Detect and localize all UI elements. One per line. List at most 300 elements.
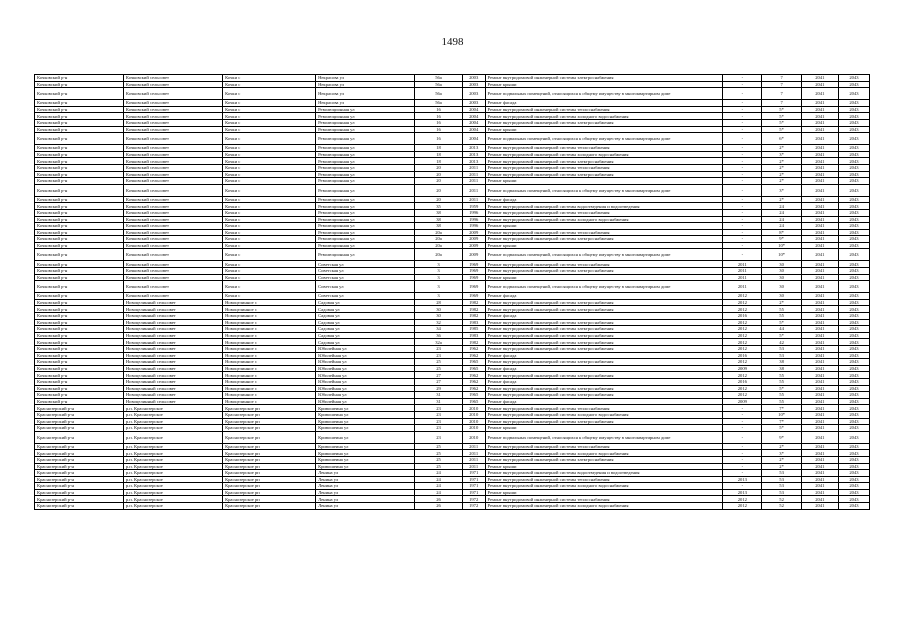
work-type-cell: Ремонт внутридомовой инженерной системы теплоснабжения: [485, 261, 723, 268]
plan-start-year-cell: 2041: [801, 274, 838, 281]
table-row: [35, 489, 870, 496]
settlement-cell: Новоцелинный сельсовет: [123, 398, 222, 405]
locality-cell: Кочки с: [223, 203, 316, 210]
work-type-cell: Ремонт внутридомовой инженерной системы электроснабжения: [485, 306, 723, 313]
wear-cell: 7: [762, 75, 801, 82]
plan-end-year-cell: 2043: [838, 365, 869, 372]
locality-cell: Краснозерское рп: [223, 450, 316, 457]
settlement-cell: Новоцелинный сельсовет: [123, 332, 222, 339]
plan-end-year-cell: 2043: [838, 483, 869, 490]
settlement-cell: Новоцелинный сельсовет: [123, 365, 222, 372]
work-type-cell: Ремонт крыши: [485, 223, 723, 230]
wear-cell: 2*: [762, 145, 801, 152]
wear-cell: 7*: [762, 405, 801, 412]
wear-cell: 7: [762, 100, 801, 107]
table-row: [35, 126, 870, 133]
street-cell: Юбилейная ул: [316, 365, 415, 372]
street-cell: Некрасова ул: [316, 100, 415, 107]
street-cell: Кривошеина ул: [316, 405, 415, 412]
work-type-cell: Ремонт внутридомовой инженерной системы теплоснабжения: [485, 229, 723, 236]
settlement-cell: Новоцелинный сельсовет: [123, 378, 222, 385]
work-type-cell: Ремонт крыши: [485, 425, 723, 432]
street-cell: Революционная ул: [316, 184, 415, 196]
house-number-cell: 26: [415, 496, 463, 503]
wear-cell: 10*: [762, 249, 801, 261]
plan-end-year-cell: 2043: [838, 392, 869, 399]
wear-cell: 7*: [762, 418, 801, 425]
street-cell: Революционная ул: [316, 242, 415, 249]
work-type-cell: Ремонт внутридомовой инженерной системы теплоснабжения: [485, 106, 723, 113]
district-cell: Кочковский р-н: [35, 164, 124, 171]
plan-end-year-cell: 2043: [838, 171, 869, 178]
street-cell: Революционная ул: [316, 178, 415, 185]
table-row: [35, 209, 870, 216]
wear-cell: 10*: [762, 411, 801, 418]
settlement-cell: Кочковский сельсовет: [123, 158, 222, 165]
last-repair-year-cell: 2011: [723, 261, 762, 268]
plan-end-year-cell: 2043: [838, 398, 869, 405]
house-number-cell: 20: [415, 196, 463, 203]
settlement-cell: Кочковский сельсовет: [123, 171, 222, 178]
build-year-cell: 2003: [462, 88, 485, 100]
settlement-cell: р.п. Краснозерское: [123, 476, 222, 483]
table-row: [35, 319, 870, 326]
settlement-cell: Новоцелинный сельсовет: [123, 319, 222, 326]
table-row: [35, 392, 870, 399]
settlement-cell: р.п. Краснозерское: [123, 450, 222, 457]
build-year-cell: 1965: [462, 365, 485, 372]
work-type-cell: Ремонт внутридомовой инженерной системы электроснабжения: [485, 372, 723, 379]
street-cell: Юбилейная ул: [316, 385, 415, 392]
plan-start-year-cell: 2041: [801, 470, 838, 477]
table-row: [35, 352, 870, 359]
build-year-cell: 2011: [462, 196, 485, 203]
locality-cell: Краснозерское рп: [223, 503, 316, 510]
wear-cell: 55: [762, 378, 801, 385]
wear-cell: 5*: [762, 119, 801, 126]
last-repair-year-cell: -: [723, 126, 762, 133]
wear-cell: 30: [762, 281, 801, 293]
build-year-cell: 2004: [462, 119, 485, 126]
house-number-cell: 24: [415, 489, 463, 496]
street-cell: Юбилейная ул: [316, 372, 415, 379]
plan-end-year-cell: 2043: [838, 216, 869, 223]
settlement-cell: р.п. Краснозерское: [123, 489, 222, 496]
settlement-cell: Кочковский сельсовет: [123, 293, 222, 300]
work-type-cell: Ремонт внутридомовой инженерной системы холодного водоснабжения: [485, 503, 723, 510]
wear-cell: 24: [762, 223, 801, 230]
work-type-cell: Ремонт фасада: [485, 293, 723, 300]
settlement-cell: Кочковский сельсовет: [123, 151, 222, 158]
house-number-cell: 25: [415, 450, 463, 457]
table-row: [35, 405, 870, 412]
table-row: [35, 365, 870, 372]
street-cell: Революционная ул: [316, 209, 415, 216]
house-number-cell: 23: [415, 405, 463, 412]
plan-end-year-cell: 2043: [838, 196, 869, 203]
district-cell: Кочковский р-н: [35, 299, 124, 306]
last-repair-year-cell: 2012: [723, 306, 762, 313]
settlement-cell: р.п. Краснозерское: [123, 443, 222, 450]
last-repair-year-cell: -: [723, 88, 762, 100]
last-repair-year-cell: -: [723, 113, 762, 120]
settlement-cell: Новоцелинный сельсовет: [123, 306, 222, 313]
district-cell: Кочковский р-н: [35, 385, 124, 392]
district-cell: Краснозерский р-н: [35, 470, 124, 477]
last-repair-year-cell: 2012: [723, 319, 762, 326]
house-number-cell: 32а: [415, 339, 463, 346]
table-row: [35, 418, 870, 425]
street-cell: Революционная ул: [316, 203, 415, 210]
street-cell: Садовая ул: [316, 306, 415, 313]
district-cell: Кочковский р-н: [35, 100, 124, 107]
locality-cell: Кочки с: [223, 164, 316, 171]
street-cell: Кривошеина ул: [316, 425, 415, 432]
last-repair-year-cell: -: [723, 106, 762, 113]
wear-cell: 2*: [762, 456, 801, 463]
plan-start-year-cell: 2041: [801, 378, 838, 385]
locality-cell: Кочки с: [223, 151, 316, 158]
table-row: [35, 216, 870, 223]
plan-end-year-cell: 2043: [838, 470, 869, 477]
plan-start-year-cell: 2041: [801, 392, 838, 399]
settlement-cell: Новоцелинный сельсовет: [123, 385, 222, 392]
build-year-cell: 2010: [462, 418, 485, 425]
house-number-cell: 38: [415, 216, 463, 223]
plan-end-year-cell: 2043: [838, 113, 869, 120]
table-row: [35, 431, 870, 443]
locality-cell: Кочки с: [223, 236, 316, 243]
work-type-cell: Ремонт внутридомовой инженерной системы холодного водоснабжения: [485, 450, 723, 457]
table-row: [35, 339, 870, 346]
street-cell: Ленина ул: [316, 483, 415, 490]
last-repair-year-cell: -: [723, 236, 762, 243]
plan-end-year-cell: 2043: [838, 151, 869, 158]
table-row: [35, 293, 870, 300]
street-cell: Революционная ул: [316, 229, 415, 236]
house-number-cell: 31: [415, 392, 463, 399]
house-number-cell: 20а: [415, 249, 463, 261]
plan-start-year-cell: 2041: [801, 456, 838, 463]
wear-cell: 24: [762, 209, 801, 216]
work-type-cell: Ремонт подвальных помещений, относящихся к общему имуществу в многоквартирном доме: [485, 281, 723, 293]
district-cell: Кочковский р-н: [35, 242, 124, 249]
plan-end-year-cell: 2043: [838, 319, 869, 326]
street-cell: Ленина ул: [316, 470, 415, 477]
house-number-cell: 38: [415, 209, 463, 216]
build-year-cell: 1996: [462, 223, 485, 230]
build-year-cell: 1971: [462, 483, 485, 490]
plan-end-year-cell: 2043: [838, 450, 869, 457]
settlement-cell: Новоцелинный сельсовет: [123, 392, 222, 399]
street-cell: Некрасова ул: [316, 81, 415, 88]
build-year-cell: 2013: [462, 151, 485, 158]
last-repair-year-cell: 2016: [723, 313, 762, 320]
house-number-cell: 30: [415, 313, 463, 320]
district-cell: Кочковский р-н: [35, 352, 124, 359]
plan-start-year-cell: 2041: [801, 483, 838, 490]
work-type-cell: Ремонт внутридомовой инженерной системы электроснабжения: [485, 75, 723, 82]
plan-start-year-cell: 2041: [801, 216, 838, 223]
plan-start-year-cell: 2041: [801, 313, 838, 320]
last-repair-year-cell: -: [723, 100, 762, 107]
district-cell: Кочковский р-н: [35, 274, 124, 281]
street-cell: Революционная ул: [316, 216, 415, 223]
house-number-cell: 30: [415, 306, 463, 313]
plan-start-year-cell: 2041: [801, 372, 838, 379]
plan-end-year-cell: 2043: [838, 236, 869, 243]
plan-start-year-cell: 2041: [801, 119, 838, 126]
plan-end-year-cell: 2043: [838, 106, 869, 113]
last-repair-year-cell: 2012: [723, 299, 762, 306]
district-cell: Краснозерский р-н: [35, 411, 124, 418]
table-row: [35, 75, 870, 82]
wear-cell: 53: [762, 346, 801, 353]
last-repair-year-cell: 2012: [723, 293, 762, 300]
plan-start-year-cell: 2041: [801, 281, 838, 293]
table-row: [35, 359, 870, 366]
house-number-cell: 23: [415, 352, 463, 359]
street-cell: Советская ул: [316, 274, 415, 281]
settlement-cell: Кочковский сельсовет: [123, 145, 222, 152]
locality-cell: Кочки с: [223, 75, 316, 82]
build-year-cell: 2004: [462, 106, 485, 113]
district-cell: Краснозерский р-н: [35, 425, 124, 432]
settlement-cell: Кочковский сельсовет: [123, 261, 222, 268]
house-number-cell: 24: [415, 470, 463, 477]
street-cell: Садовая ул: [316, 326, 415, 333]
plan-start-year-cell: 2041: [801, 503, 838, 510]
wear-cell: 53: [762, 489, 801, 496]
settlement-cell: Кочковский сельсовет: [123, 184, 222, 196]
house-number-cell: 56а: [415, 100, 463, 107]
work-type-cell: Ремонт внутридомовой инженерной системы холодного водоснабжения: [485, 216, 723, 223]
plan-end-year-cell: 2043: [838, 443, 869, 450]
street-cell: Революционная ул: [316, 145, 415, 152]
table-row: [35, 113, 870, 120]
district-cell: Кочковский р-н: [35, 106, 124, 113]
district-cell: Кочковский р-н: [35, 319, 124, 326]
district-cell: Кочковский р-н: [35, 261, 124, 268]
house-number-cell: 20а: [415, 229, 463, 236]
street-cell: Революционная ул: [316, 151, 415, 158]
wear-cell: 53: [762, 352, 801, 359]
street-cell: Садовая ул: [316, 313, 415, 320]
district-cell: Кочковский р-н: [35, 372, 124, 379]
street-cell: Революционная ул: [316, 236, 415, 243]
street-cell: Революционная ул: [316, 249, 415, 261]
street-cell: Садовая ул: [316, 332, 415, 339]
build-year-cell: 2011: [462, 164, 485, 171]
build-year-cell: 1965: [462, 392, 485, 399]
district-cell: Кочковский р-н: [35, 171, 124, 178]
work-type-cell: Ремонт внутридомовой инженерной системы холодного водоснабжения: [485, 151, 723, 158]
locality-cell: Новоцелинное с: [223, 332, 316, 339]
table-row: [35, 145, 870, 152]
plan-end-year-cell: 2043: [838, 178, 869, 185]
last-repair-year-cell: 2016: [723, 378, 762, 385]
plan-end-year-cell: 2043: [838, 456, 869, 463]
wear-cell: 5*: [762, 385, 801, 392]
plan-end-year-cell: 2043: [838, 378, 869, 385]
house-number-cell: 16: [415, 113, 463, 120]
wear-cell: 24: [762, 203, 801, 210]
last-repair-year-cell: 2009: [723, 398, 762, 405]
build-year-cell: 1996: [462, 216, 485, 223]
locality-cell: Новоцелинное с: [223, 372, 316, 379]
last-repair-year-cell: 2012: [723, 372, 762, 379]
house-number-cell: 25: [415, 463, 463, 470]
district-cell: Кочковский р-н: [35, 133, 124, 145]
street-cell: Революционная ул: [316, 106, 415, 113]
street-cell: Садовая ул: [316, 339, 415, 346]
locality-cell: Новоцелинное с: [223, 385, 316, 392]
last-repair-year-cell: -: [723, 418, 762, 425]
street-cell: Революционная ул: [316, 223, 415, 230]
locality-cell: Краснозерское рп: [223, 418, 316, 425]
plan-end-year-cell: 2043: [838, 158, 869, 165]
house-number-cell: 16: [415, 126, 463, 133]
house-number-cell: 32: [415, 319, 463, 326]
last-repair-year-cell: -: [723, 145, 762, 152]
locality-cell: Кочки с: [223, 223, 316, 230]
plan-start-year-cell: 2041: [801, 196, 838, 203]
plan-start-year-cell: 2041: [801, 184, 838, 196]
work-type-cell: Ремонт внутридомовой инженерной системы теплоснабжения: [485, 405, 723, 412]
locality-cell: Кочки с: [223, 196, 316, 203]
house-number-cell: 20: [415, 171, 463, 178]
build-year-cell: 1962: [462, 378, 485, 385]
table-row: [35, 326, 870, 333]
plan-start-year-cell: 2041: [801, 126, 838, 133]
last-repair-year-cell: 2012: [723, 392, 762, 399]
locality-cell: Краснозерское рп: [223, 483, 316, 490]
street-cell: Революционная ул: [316, 171, 415, 178]
build-year-cell: 2010: [462, 411, 485, 418]
table-row: [35, 476, 870, 483]
house-number-cell: 3: [415, 293, 463, 300]
last-repair-year-cell: 2012: [723, 332, 762, 339]
plan-end-year-cell: 2043: [838, 346, 869, 353]
build-year-cell: 1962: [462, 372, 485, 379]
settlement-cell: р.п. Краснозерское: [123, 496, 222, 503]
district-cell: Кочковский р-н: [35, 145, 124, 152]
work-type-cell: Ремонт внутридомовой инженерной системы электроснабжения: [485, 359, 723, 366]
locality-cell: Новоцелинное с: [223, 392, 316, 399]
plan-end-year-cell: 2043: [838, 372, 869, 379]
table-row: [35, 171, 870, 178]
table-row: [35, 398, 870, 405]
locality-cell: Новоцелинное с: [223, 378, 316, 385]
district-cell: Кочковский р-н: [35, 75, 124, 82]
build-year-cell: 1969: [462, 261, 485, 268]
settlement-cell: р.п. Краснозерское: [123, 405, 222, 412]
locality-cell: Кочки с: [223, 268, 316, 275]
last-repair-year-cell: -: [723, 178, 762, 185]
plan-start-year-cell: 2041: [801, 476, 838, 483]
last-repair-year-cell: 2009: [723, 365, 762, 372]
settlement-cell: Кочковский сельсовет: [123, 106, 222, 113]
house-number-cell: 36: [415, 332, 463, 339]
house-number-cell: 56а: [415, 88, 463, 100]
district-cell: Краснозерский р-н: [35, 418, 124, 425]
plan-end-year-cell: 2043: [838, 326, 869, 333]
work-type-cell: Ремонт фасада: [485, 196, 723, 203]
locality-cell: Новоцелинное с: [223, 346, 316, 353]
table-row: [35, 274, 870, 281]
house-number-cell: 25: [415, 443, 463, 450]
plan-start-year-cell: 2041: [801, 299, 838, 306]
plan-start-year-cell: 2041: [801, 100, 838, 107]
wear-cell: 42: [762, 339, 801, 346]
locality-cell: Кочки с: [223, 274, 316, 281]
settlement-cell: Новоцелинный сельсовет: [123, 346, 222, 353]
last-repair-year-cell: 2012: [723, 326, 762, 333]
work-type-cell: Ремонт фасада: [485, 365, 723, 372]
plan-end-year-cell: 2043: [838, 418, 869, 425]
district-cell: Кочковский р-н: [35, 313, 124, 320]
table-row: [35, 425, 870, 432]
plan-start-year-cell: 2041: [801, 431, 838, 443]
house-number-cell: 31: [415, 398, 463, 405]
locality-cell: Кочки с: [223, 145, 316, 152]
work-type-cell: Ремонт внутридомовой инженерной системы электроснабжения: [485, 119, 723, 126]
table-row: [35, 184, 870, 196]
last-repair-year-cell: -: [723, 75, 762, 82]
plan-end-year-cell: 2043: [838, 431, 869, 443]
plan-start-year-cell: 2041: [801, 178, 838, 185]
locality-cell: Кочки с: [223, 261, 316, 268]
locality-cell: Кочки с: [223, 171, 316, 178]
last-repair-year-cell: -: [723, 450, 762, 457]
plan-start-year-cell: 2041: [801, 171, 838, 178]
district-cell: Кочковский р-н: [35, 151, 124, 158]
house-number-cell: 26: [415, 503, 463, 510]
street-cell: Кривошеина ул: [316, 443, 415, 450]
plan-start-year-cell: 2041: [801, 385, 838, 392]
house-number-cell: 23: [415, 418, 463, 425]
settlement-cell: р.п. Краснозерское: [123, 411, 222, 418]
build-year-cell: 2011: [462, 463, 485, 470]
district-cell: Кочковский р-н: [35, 119, 124, 126]
build-year-cell: 2003: [462, 100, 485, 107]
plan-end-year-cell: 2043: [838, 81, 869, 88]
settlement-cell: р.п. Краснозерское: [123, 418, 222, 425]
locality-cell: Новоцелинное с: [223, 365, 316, 372]
wear-cell: 52: [762, 503, 801, 510]
street-cell: Садовая ул: [316, 319, 415, 326]
street-cell: Революционная ул: [316, 164, 415, 171]
house-number-cell: 18: [415, 145, 463, 152]
house-number-cell: 25: [415, 359, 463, 366]
plan-start-year-cell: 2041: [801, 113, 838, 120]
district-cell: Кочковский р-н: [35, 359, 124, 366]
plan-end-year-cell: 2043: [838, 352, 869, 359]
last-repair-year-cell: 2012: [723, 359, 762, 366]
work-type-cell: Ремонт внутридомовой инженерной системы электроснабжения: [485, 158, 723, 165]
street-cell: Революционная ул: [316, 133, 415, 145]
plan-end-year-cell: 2043: [838, 385, 869, 392]
plan-start-year-cell: 2041: [801, 106, 838, 113]
build-year-cell: 1983: [462, 319, 485, 326]
work-type-cell: Ремонт фасада: [485, 398, 723, 405]
table-row: [35, 158, 870, 165]
locality-cell: Краснозерское рп: [223, 470, 316, 477]
wear-cell: 5*: [762, 113, 801, 120]
table-row: [35, 346, 870, 353]
settlement-cell: Кочковский сельсовет: [123, 75, 222, 82]
plan-end-year-cell: 2043: [838, 274, 869, 281]
